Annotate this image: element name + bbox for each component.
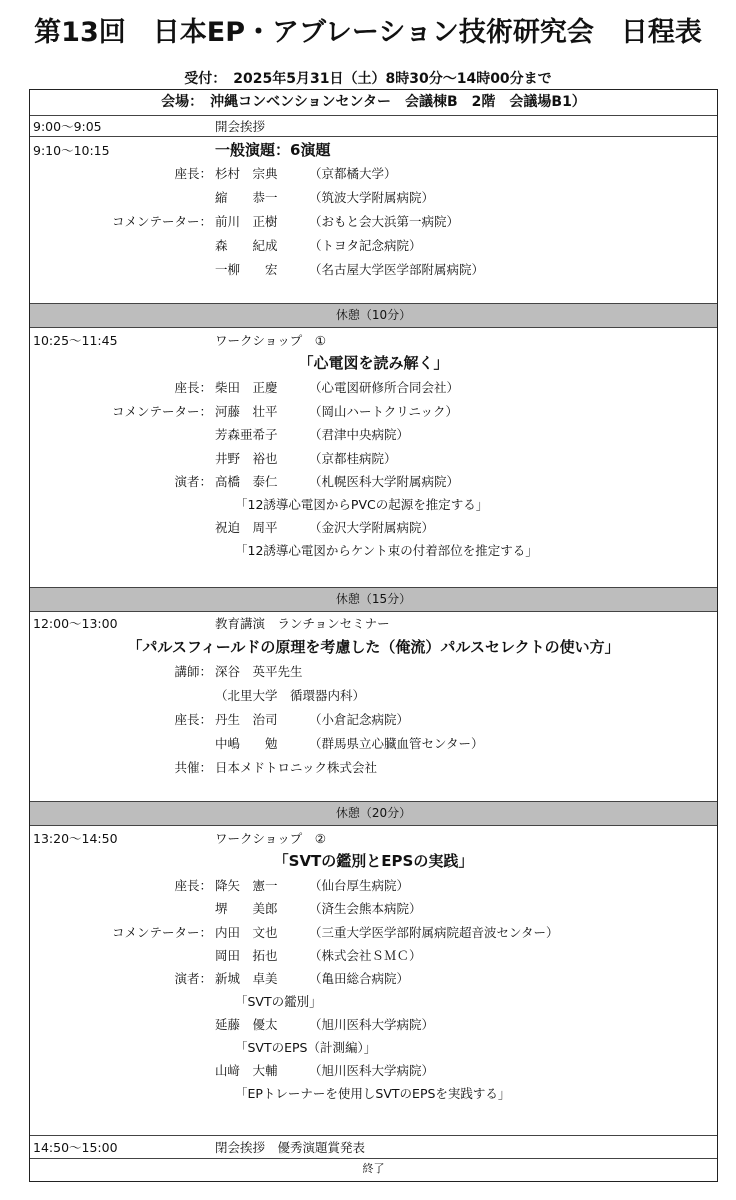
- general-commentator-name: 前川 正樹: [215, 214, 278, 229]
- general-chair-aff: （京都橘大学）: [309, 166, 397, 181]
- ws1-talk-title: 「12誘導心電図からケント束の付着部位を推定する」: [235, 543, 538, 558]
- seminar-chair-aff: （小倉記念病院）: [309, 712, 410, 727]
- general-time: 9:10～10:15: [33, 143, 110, 158]
- general-commentator-aff: （トヨタ記念病院）: [309, 238, 422, 253]
- ws1-chair-label: 座長：: [174, 380, 212, 395]
- seminar-lecturer-aff: （北里大学 循環器内科）: [215, 688, 366, 703]
- ws1-commentator-label: コメンテーター：: [111, 404, 212, 419]
- ws1-commentator-name: 井野 裕也: [215, 451, 278, 466]
- ws1-commentator-aff: （京都桂病院）: [309, 451, 397, 466]
- ws1-speaker-label: 演者：: [174, 474, 212, 489]
- workshop1-block: [30, 328, 717, 588]
- workshop2-block: [30, 826, 717, 1136]
- schedule-table: [29, 89, 718, 1182]
- seminar-block: [30, 612, 717, 802]
- ws2-commentator-name: 内田 文也: [215, 925, 278, 940]
- ws2-speaker-aff: （旭川医科大学病院）: [309, 1017, 435, 1032]
- ws2-chair-aff: （仙台厚生病院）: [309, 878, 410, 893]
- venue-row: 会場： 沖縄コンベンションセンター 会議棟B 2階 会議場B1）: [30, 90, 717, 116]
- ws1-time: 10:25～11:45: [33, 333, 118, 348]
- ws1-speaker-name: 祝迫 周平: [215, 520, 278, 535]
- page-title: 第13回 日本EP・アブレーション技術研究会 日程表: [34, 17, 702, 48]
- ws2-type: ワークショップ ②: [215, 831, 326, 846]
- seminar-title: 「パルスフィールドの原理を考慮した（俺流）パルスセレクトの使い方」: [127, 638, 620, 656]
- ws2-title: 「SVTの鑑別とEPSの実践」: [273, 852, 474, 870]
- general-chair-aff: （筑波大学附属病院）: [309, 190, 435, 205]
- seminar-chair-name: 丹生 治司: [215, 712, 278, 727]
- ws1-title: 「心電図を読み解く」: [298, 354, 449, 372]
- ws1-commentator-aff: （岡山ハートクリニック）: [309, 404, 459, 419]
- general-commentator-name: 一柳 宏: [215, 262, 278, 277]
- ws2-speaker-label: 演者：: [174, 971, 212, 986]
- general-session-block: [30, 137, 717, 304]
- ws2-commentator-aff: （株式会社ＳＭＣ）: [309, 948, 422, 963]
- ws1-chair-name: 柴田 正慶: [215, 380, 278, 395]
- ws2-speaker-aff: （亀田総合病院）: [309, 971, 410, 986]
- closing-row: [30, 1136, 717, 1159]
- opening-label: 開会挨拶: [215, 119, 266, 134]
- general-commentator-aff: （おもと会大浜第一病院）: [309, 214, 460, 229]
- ws2-commentator-name: 岡田 拓也: [215, 948, 278, 963]
- opening-time: 9:00～9:05: [33, 119, 102, 134]
- ws2-speaker-name: 山﨑 大輔: [215, 1063, 278, 1078]
- break-row: 休憩（10分）: [30, 304, 717, 328]
- ws1-type: ワークショップ ①: [215, 333, 326, 348]
- seminar-lecturer-label: 講師：: [174, 664, 212, 679]
- ws2-speaker-aff: （旭川医科大学病院）: [309, 1063, 435, 1078]
- closing-time: 14:50～15:00: [33, 1140, 118, 1155]
- general-commentator-label: コメンテーター：: [111, 214, 212, 229]
- seminar-chair-label: 座長：: [174, 712, 212, 727]
- general-chair-name: 縮 恭一: [215, 190, 278, 205]
- opening-row: [30, 116, 717, 137]
- ws2-speaker-name: 延藤 優太: [215, 1017, 278, 1032]
- ws2-time: 13:20～14:50: [33, 831, 118, 846]
- ws1-speaker-aff: （札幌医科大学附属病院）: [309, 474, 460, 489]
- ws1-talk-title: 「12誘導心電図からPVCの起源を推定する」: [235, 497, 489, 512]
- ws1-commentator-aff: （君津中央病院）: [309, 427, 410, 442]
- ws2-talk-title: 「SVTの鑑別」: [235, 994, 322, 1009]
- ws2-commentator-label: コメンテーター：: [111, 925, 212, 940]
- break-row: 休憩（20分）: [30, 802, 717, 826]
- general-chair-name: 杉村 宗典: [215, 166, 278, 181]
- ws2-chair-name: 堺 美郎: [215, 901, 278, 916]
- ws1-speaker-aff: （金沢大学附属病院）: [309, 520, 435, 535]
- general-commentator-name: 森 紀成: [215, 238, 278, 253]
- seminar-chair-name: 中嶋 勉: [215, 736, 278, 751]
- ws1-chair-aff: （心電図研修所合同会社）: [309, 380, 460, 395]
- break-row: 休憩（15分）: [30, 588, 717, 612]
- ws1-commentator-name: 河藤 壮平: [215, 404, 278, 419]
- seminar-lecturer-name: 深谷 英平先生: [215, 664, 303, 679]
- ws2-speaker-name: 新城 卓美: [215, 971, 278, 986]
- seminar-time: 12:00～13:00: [33, 616, 118, 631]
- reception-info: 受付： 2025年5月31日（土）8時30分～14時00分まで: [184, 71, 552, 87]
- ws2-chair-aff: （済生会熊本病院）: [309, 901, 422, 916]
- ws1-commentator-name: 芳森亜希子: [215, 427, 278, 442]
- general-chair-label: 座長：: [174, 166, 212, 181]
- ws2-talk-title: 「EPトレーナーを使用しSVTのEPSを実践する」: [235, 1086, 511, 1101]
- seminar-type: 教育講演 ランチョンセミナー: [215, 616, 390, 631]
- ws2-chair-label: 座長：: [174, 878, 212, 893]
- seminar-cosponsor-label: 共催：: [174, 760, 212, 775]
- ws2-talk-title: 「SVTのEPS（計測編）」: [235, 1040, 377, 1055]
- end-row: 終了: [362, 1162, 385, 1175]
- ws2-chair-name: 降矢 憲一: [215, 878, 278, 893]
- general-heading: 一般演題：6演題: [215, 141, 331, 159]
- seminar-chair-aff: （群馬県立心臓血管センター）: [309, 736, 484, 751]
- ws1-speaker-name: 高橋 泰仁: [215, 474, 278, 489]
- seminar-cosponsor: 日本メドトロニック株式会社: [215, 760, 378, 775]
- general-commentator-aff: （名古屋大学医学部附属病院）: [309, 262, 485, 277]
- closing-label: 閉会挨拶 優秀演題賞発表: [215, 1140, 366, 1155]
- ws2-commentator-aff: （三重大学医学部附属病院超音波センター）: [309, 925, 559, 940]
